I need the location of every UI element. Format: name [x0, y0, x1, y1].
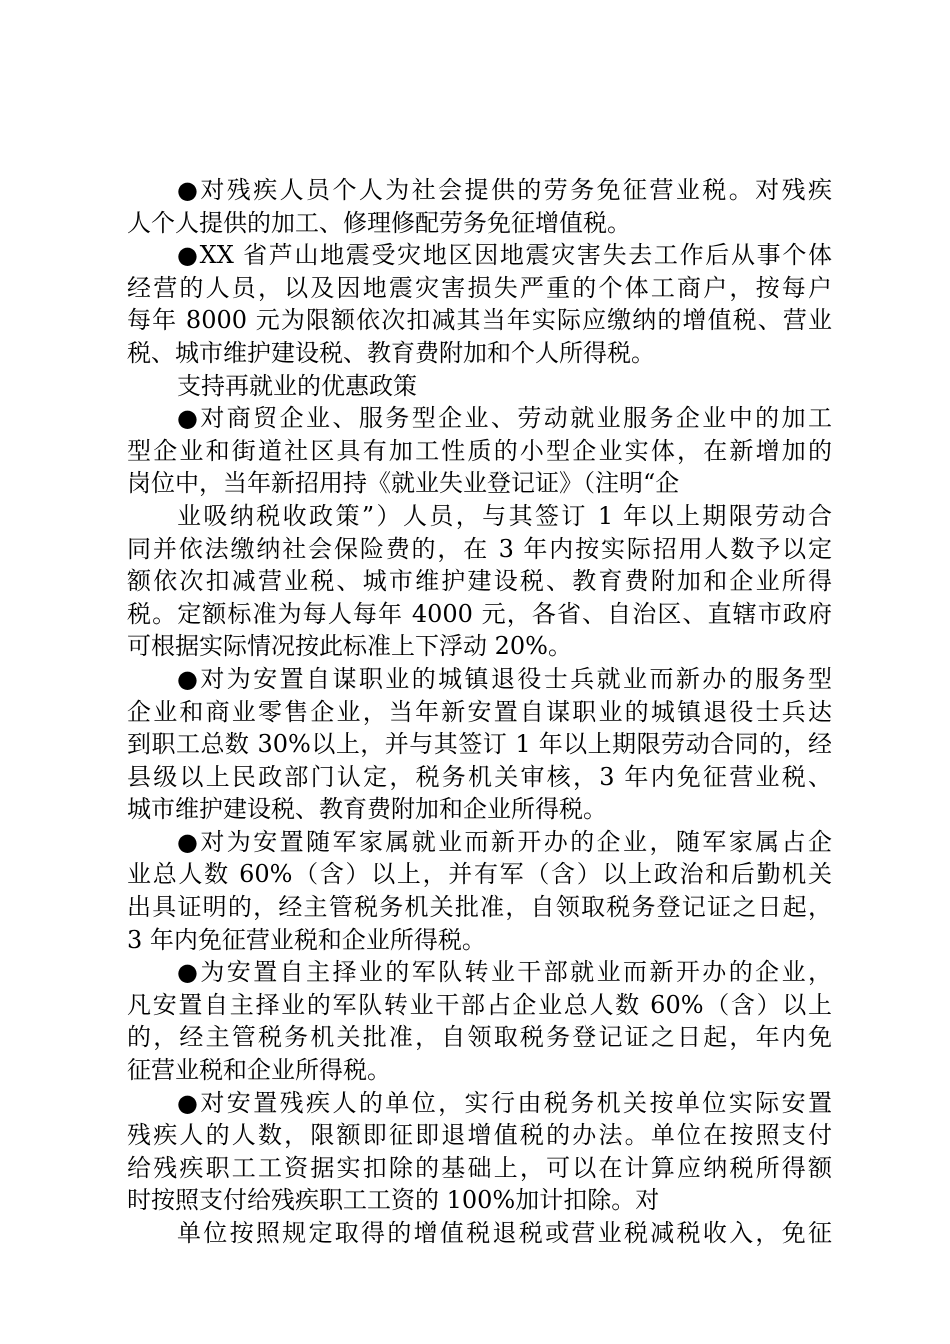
text-line: 额依次扣减营业税、城市维护建设税、教育费附加和企业所得: [127, 567, 832, 596]
text-line: 每年 8000 元为限额依次扣减其当年实际应缴纳的增值税、营业: [127, 306, 832, 335]
text-line: 税。定额标准为每人每年 4000 元，各省、自治区、直辖市政府: [127, 599, 832, 628]
text-line: 到职工总数 30%以上，并与其签订 1 年以上期限劳动合同的，经: [127, 730, 832, 759]
text-line: 可根据实际情况按此标准上下浮动 20%。: [127, 632, 572, 661]
text-line: 业总人数 60%（含）以上，并有军（含）以上政治和后勤机关: [127, 860, 832, 889]
text-line: ●对残疾人员个人为社会提供的劳务免征营业税。对残疾: [177, 176, 832, 204]
text-line: ●对为安置自谋职业的城镇退役士兵就业而新办的服务型: [177, 664, 832, 693]
text-line: 支持再就业的优惠政策: [177, 371, 417, 400]
text-line: 经营的人员，以及因地震灾害损失严重的个体工商户，按每户: [127, 273, 832, 302]
text-line: ●对安置残疾人的单位，实行由税务机关按单位实际安置: [177, 1088, 832, 1117]
text-line: 企业和商业零售企业，当年新安置自谋职业的城镇退役士兵达: [127, 697, 832, 726]
text-line: 型企业和街道社区具有加工性质的小型企业实体，在新增加的: [127, 436, 832, 465]
text-line: 城市维护建设税、教育费附加和企业所得税。: [127, 795, 607, 824]
text-line: 税、城市维护建设税、教育费附加和个人所得税。: [127, 338, 655, 367]
text-line: ●对商贸企业、服务型企业、劳动就业服务企业中的加工: [177, 404, 832, 433]
text-line: ●XX 省芦山地震受灾地区因地震灾害失去工作后从事个体: [177, 241, 832, 270]
text-line: 单位按照规定取得的增值税退税或营业税减税收入，免征: [177, 1219, 832, 1247]
text-line: 给残疾职工工资据实扣除的基础上，可以在计算应纳税所得额: [127, 1153, 832, 1182]
text-line: 出具证明的，经主管税务机关批准，自领取税务登记证之日起，: [127, 893, 832, 922]
text-line: ●对为安置随军家属就业而新开办的企业，随军家属占企: [177, 827, 832, 856]
text-line: 凡安置自主择业的军队转业干部占企业总人数 60%（含）以上: [127, 990, 832, 1019]
text-line: 残疾人的人数，限额即征即退增值税的办法。单位在按照支付: [127, 1121, 832, 1150]
text-line: 的，经主管税务机关批准，自领取税务登记证之日起，年内免: [127, 1023, 832, 1052]
text-line: 同并依法缴纳社会保险费的，在 3 年内按实际招用人数予以定: [127, 534, 832, 563]
text-line: 业吸纳税收政策”）人员，与其签订 1 年以上期限劳动合: [177, 501, 832, 530]
text-line: 时按照支付给残疾职工工资的 100%加计扣除。对: [127, 1186, 660, 1215]
text-line: 县级以上民政部门认定，税务机关审核，3 年内免征营业税、: [127, 762, 832, 791]
document-body: [127, 174, 832, 1250]
text-line: 3 年内免征营业税和企业所得税。: [127, 925, 486, 954]
text-line: 岗位中，当年新招用持《就业失业登记证》（注明“企: [127, 469, 680, 498]
text-line: 人个人提供的加工、修理修配劳务免征增值税。: [127, 208, 631, 237]
text-line: 征营业税和企业所得税。: [127, 1056, 391, 1085]
text-line: ●为安置自主择业的军队转业干部就业而新开办的企业，: [177, 958, 832, 987]
